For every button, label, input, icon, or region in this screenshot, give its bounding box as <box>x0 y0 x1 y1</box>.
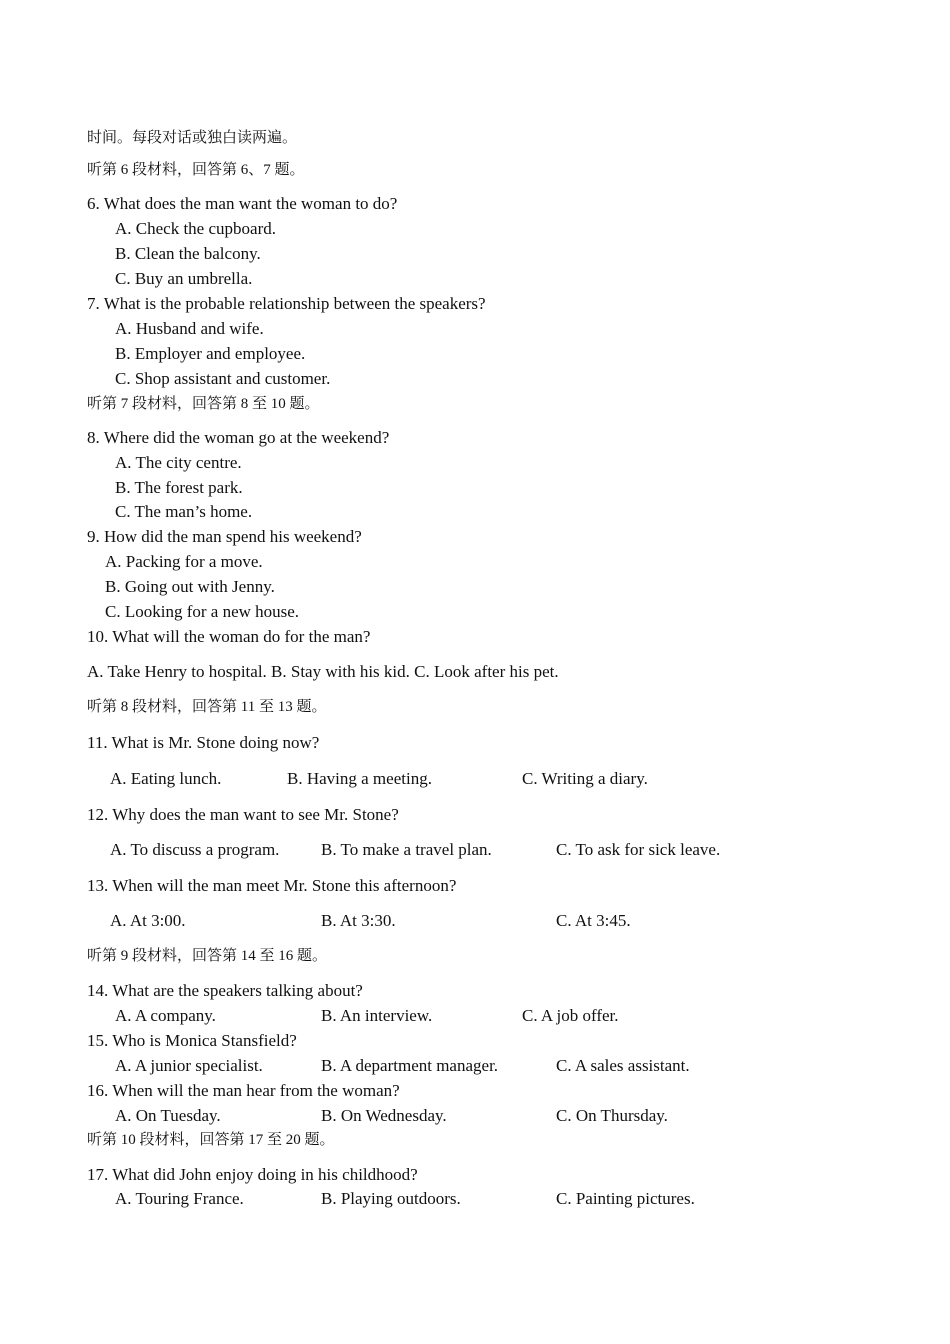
option: A. A company. <box>115 1006 216 1025</box>
section-note: 时间。每段对话或独白读两遍。 <box>87 130 298 146</box>
option: A. Take Henry to hospital. B. Stay with his kid. C. Look after his pet. <box>87 662 559 681</box>
question-stem: 13. When will the man meet Mr. Stone this afternoon? <box>87 876 457 895</box>
option: A. Eating lunch. <box>110 769 222 788</box>
option: A. At 3:00. <box>110 911 186 930</box>
question-stem: 8. Where did the woman go at the weekend? <box>87 428 390 447</box>
option: B. Playing outdoors. <box>321 1189 461 1208</box>
option: B. Going out with Jenny. <box>105 577 275 596</box>
passage-instruction: 听第 10 段材料，回答第 17 至 20 题。 <box>87 1132 335 1148</box>
option: B. Having a meeting. <box>287 769 432 788</box>
option: C. To ask for sick leave. <box>556 840 721 859</box>
option: C. Painting pictures. <box>556 1189 695 1208</box>
option: B. To make a travel plan. <box>321 840 492 859</box>
option: B. An interview. <box>321 1006 433 1025</box>
option: A. Husband and wife. <box>115 319 264 338</box>
question-stem: 7. What is the probable relationship between the speakers? <box>87 294 486 313</box>
option: C. At 3:45. <box>556 911 631 930</box>
option: A. To discuss a program. <box>110 840 280 859</box>
question-stem: 12. Why does the man want to see Mr. Stone? <box>87 805 399 824</box>
option: C. The man’s home. <box>115 502 253 521</box>
option: A. The city centre. <box>115 453 242 472</box>
question-stem: 17. What did John enjoy doing in his childhood? <box>87 1165 418 1184</box>
option: C. Writing a diary. <box>522 769 648 788</box>
option: C. On Thursday. <box>556 1106 668 1125</box>
option: C. A job offer. <box>522 1006 619 1025</box>
option: C. Shop assistant and customer. <box>115 369 331 388</box>
passage-instruction: 听第 9 段材料，回答第 14 至 16 题。 <box>87 948 328 964</box>
option: B. Clean the balcony. <box>115 244 261 263</box>
option: B. The forest park. <box>115 478 243 497</box>
option: C. Buy an umbrella. <box>115 269 253 288</box>
question-stem: 9. How did the man spend his weekend? <box>87 527 362 546</box>
option: A. A junior specialist. <box>115 1056 263 1075</box>
option: A. Touring France. <box>115 1189 244 1208</box>
passage-instruction: 听第 6 段材料，回答第 6、7 题。 <box>87 162 305 178</box>
option: B. On Wednesday. <box>321 1106 447 1125</box>
option: B. A department manager. <box>321 1056 499 1075</box>
option: A. On Tuesday. <box>115 1106 221 1125</box>
option: A. Check the cupboard. <box>115 219 276 238</box>
option: C. Looking for a new house. <box>105 602 300 621</box>
option: C. A sales assistant. <box>556 1056 690 1075</box>
question-stem: 6. What does the man want the woman to do? <box>87 194 398 213</box>
passage-instruction: 听第 8 段材料，回答第 11 至 13 题。 <box>87 699 327 715</box>
option: A. Packing for a move. <box>105 552 263 571</box>
question-stem: 16. When will the man hear from the woman? <box>87 1081 400 1100</box>
passage-instruction: 听第 7 段材料，回答第 8 至 10 题。 <box>87 396 320 412</box>
option: B. Employer and employee. <box>115 344 306 363</box>
question-stem: 10. What will the woman do for the man? <box>87 627 371 646</box>
question-stem: 15. Who is Monica Stansfield? <box>87 1031 297 1050</box>
option: B. At 3:30. <box>321 911 396 930</box>
question-stem: 11. What is Mr. Stone doing now? <box>87 733 320 752</box>
question-stem: 14. What are the speakers talking about? <box>87 981 363 1000</box>
